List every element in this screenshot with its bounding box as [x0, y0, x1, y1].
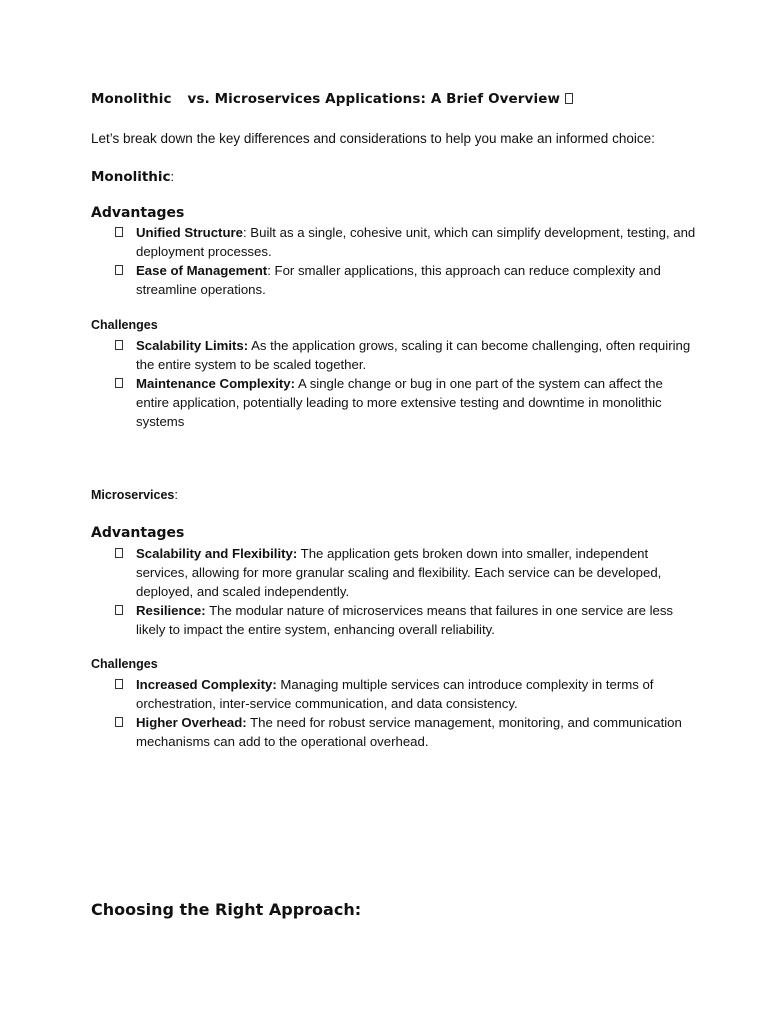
document-title: [91, 91, 573, 107]
microservices-challenges-heading: Challenges: [91, 657, 158, 671]
bullet-icon: [115, 265, 123, 275]
bullet-icon: [115, 340, 123, 350]
bullet-icon: [115, 717, 123, 727]
item-text: : For smaller applications, this approach can reduce complexity and streamline operations.: [136, 263, 661, 297]
item-text: Managing multiple services can introduce complexity in terms of orchestration, inter-service communication, and data consistency.: [136, 677, 654, 711]
list-item: [0, 675, 696, 713]
monolithic-label: Monolithic: [91, 169, 171, 185]
bullet-icon: [115, 548, 123, 558]
microservices-colon: :: [174, 487, 179, 502]
monolithic-colon: :: [170, 169, 175, 184]
list-item: [0, 374, 696, 431]
list-item: [0, 544, 696, 601]
bullet-icon: [115, 378, 123, 388]
monolithic-advantages-list: [0, 223, 768, 299]
list-item: [0, 223, 696, 261]
section-label-microservices: [91, 486, 178, 504]
intro-paragraph: Let’s break down the key differences and considerations to help you make an informed choice:: [91, 131, 655, 146]
item-bold: Higher Overhead:: [136, 715, 247, 730]
list-item: [0, 261, 696, 299]
item-bold: Resilience:: [136, 603, 206, 618]
item-bold: Scalability Limits:: [136, 338, 249, 353]
monolithic-advantages-heading: Advantages: [91, 205, 185, 221]
item-bold: Maintenance Complexity:: [136, 376, 296, 391]
item-text: The modular nature of microservices means that failures in one service are less likely to impact the entire system, enhancing overall reliability.: [136, 603, 674, 637]
list-item: [0, 713, 696, 751]
microservices-advantages-heading: Advantages: [91, 525, 185, 541]
monolithic-challenges-list: [0, 336, 768, 431]
item-bold: Ease of Management: [136, 263, 268, 278]
bullet-icon: [115, 679, 123, 689]
missing-glyph-icon: [565, 93, 573, 104]
item-text: The application gets broken down into smaller, independent services, allowing for more granular scaling and flexibility. Each service can be developed, deployed, and scaled independently.: [136, 546, 662, 599]
item-bold: Increased Complexity:: [136, 677, 277, 692]
list-item: [0, 336, 696, 374]
item-bold: Scalability and Flexibility:: [136, 546, 298, 561]
section-label-monolithic: [91, 168, 174, 186]
choosing-heading: Choosing the Right Approach:: [91, 900, 362, 919]
item-bold: Unified Structure: [136, 225, 243, 240]
title-part-rest: vs. Microservices Applications: A Brief Overview: [187, 91, 561, 107]
microservices-challenges-list: [0, 675, 768, 751]
microservices-advantages-list: [0, 544, 768, 639]
item-text: A single change or bug in one part of the system can affect the entire application, potentially leading to more extensive testing and downtime in monolithic systems: [136, 376, 663, 429]
item-text: As the application grows, scaling it can become challenging, often requiring the entire system to be scaled together.: [136, 338, 691, 372]
bullet-icon: [115, 227, 123, 237]
monolithic-challenges-heading: Challenges: [91, 318, 158, 332]
microservices-label: Microservices: [91, 488, 175, 502]
list-item: [0, 601, 696, 639]
item-text: The need for robust service management, monitoring, and communication mechanisms can add to the operational overhead.: [136, 715, 682, 749]
item-text: : Built as a single, cohesive unit, which can simplify development, testing, and deployment processes.: [136, 225, 696, 259]
bullet-icon: [115, 605, 123, 615]
title-part-monolithic: Monolithic: [91, 91, 172, 107]
